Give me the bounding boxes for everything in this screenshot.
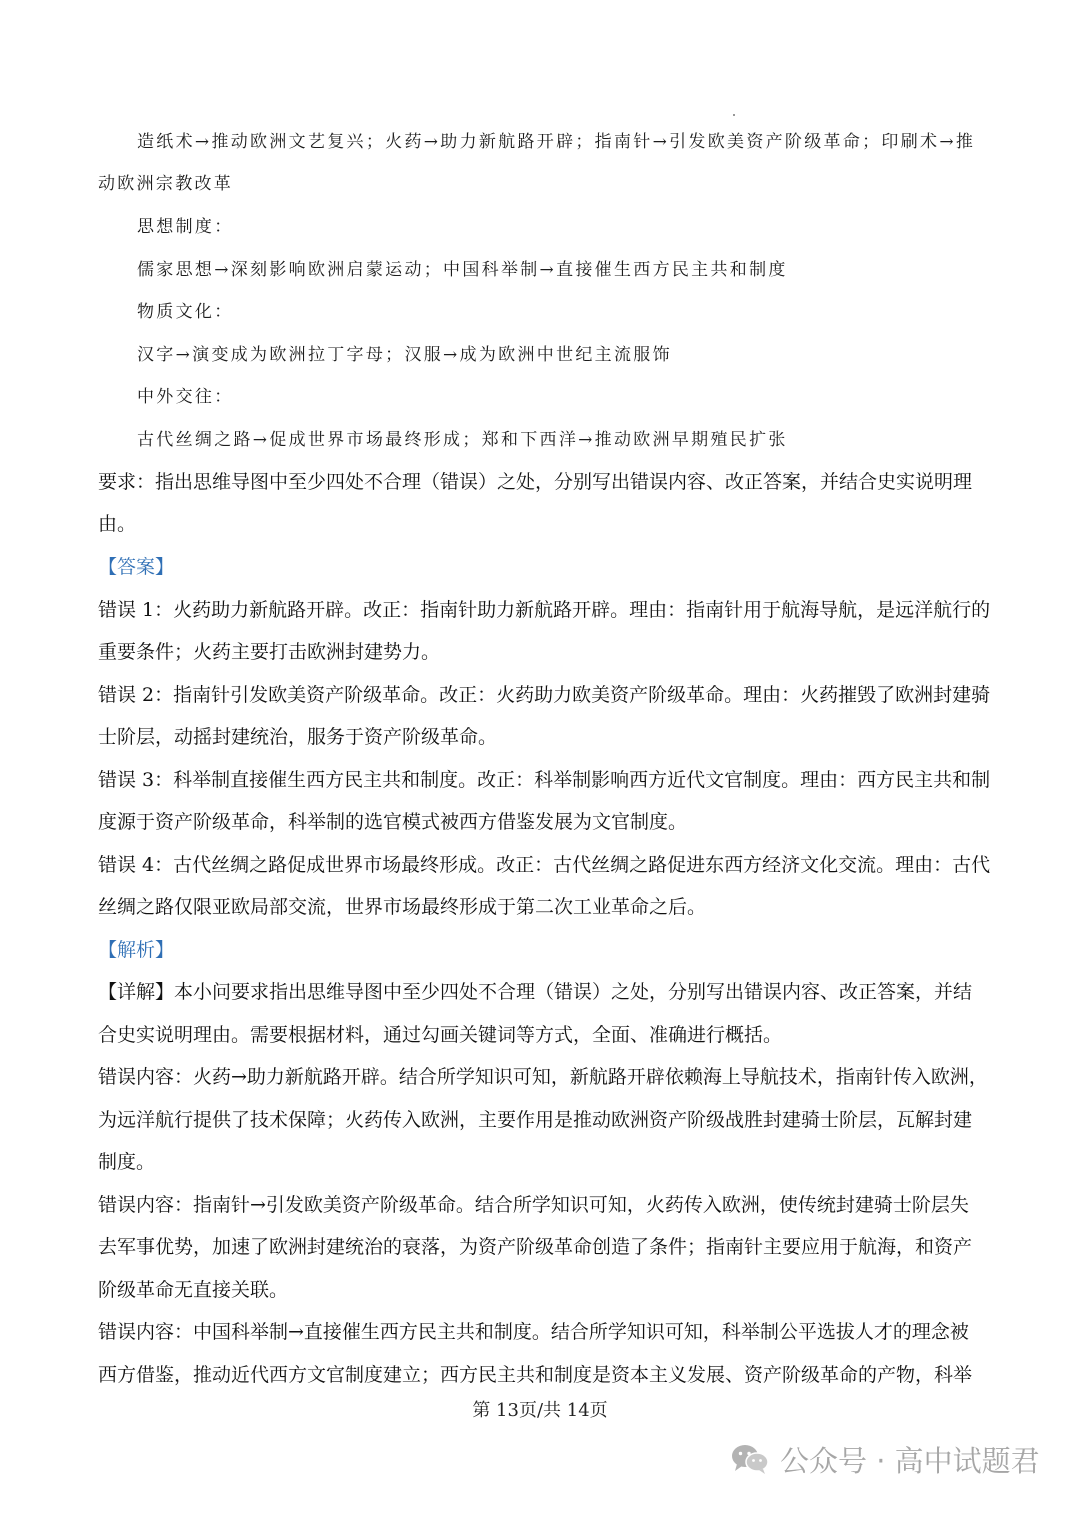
analysis-line: 西方借鉴，推动近代西方文官制度建立；西方民主共和制度是资本主义发展、资产阶级革命的产物，科举 <box>98 1364 973 1386</box>
answer-line: 错误 2：指南针引发欧美资产阶级革命。改正：火药助力欧美资产阶级革命。理由：火药摧毁了欧洲封建骑 <box>98 684 991 706</box>
analysis-line: 合史实说明理由。需要根据材料，通过勾画关键词等方式，全面、准确进行概括。 <box>98 1024 783 1046</box>
watermark-text: 公众号 · 高中试题君 <box>780 1443 1040 1478</box>
analysis-line: 错误内容：指南针→引发欧美资产阶级革命。结合所学知识可知，火药传入欧洲，使传统封建骑士阶层失 <box>98 1194 969 1216</box>
material-heading-exchange: 中外交往： <box>137 387 234 407</box>
answer-line: 错误 3：科举制直接催生西方民主共和制度。改正：科举制影响西方近代文官制度。理由：西方民主共和制 <box>98 769 991 791</box>
analysis-line: 制度。 <box>98 1151 156 1173</box>
requirement-line-2: 由。 <box>98 513 137 535</box>
material-line-1: 造纸术→推动欧洲文艺复兴；火药→助力新航路开辟；指南针→引发欧美资产阶级革命；印刷术→推 <box>137 132 976 152</box>
answer-line: 错误 1：火药助力新航路开辟。改正：指南针助力新航路开辟。理由：指南针用于航海导航，是远洋航行的 <box>98 599 991 621</box>
answer-line: 士阶层，动摇封建统治，服务于资产阶级革命。 <box>98 726 498 748</box>
analysis-line: 错误内容：中国科举制→直接催生西方民主共和制度。结合所学知识可知，科举制公平选拔人才的理念被 <box>98 1321 969 1343</box>
wechat-icon <box>730 1442 770 1476</box>
account-watermark <box>730 1437 1040 1481</box>
material-line-2: 动欧洲宗教改革 <box>98 174 234 194</box>
material-line-4: 汉字→演变成为欧洲拉丁字母；汉服→成为欧洲中世纪主流服饰 <box>137 345 672 365</box>
material-heading-culture: 物质文化： <box>137 302 234 322</box>
analysis-line: 阶级革命无直接关联。 <box>98 1279 289 1301</box>
material-line-5: 古代丝绸之路→促成世界市场最终形成；郑和下西洋→推动欧洲早期殖民扩张 <box>137 430 788 450</box>
answer-line: 丝绸之路仅限亚欧局部交流，世界市场最终形成于第二次工业革命之后。 <box>98 896 707 918</box>
material-heading-thought: 思想制度： <box>137 217 234 237</box>
analysis-tag: 【解析】 <box>98 939 175 961</box>
material-line-3: 儒家思想→深刻影响欧洲启蒙运动；中国科举制→直接催生西方民主共和制度 <box>137 260 788 280</box>
scan-dot <box>733 114 735 116</box>
analysis-line: 为远洋航行提供了技术保障；火药传入欧洲，主要作用是推动欧洲资产阶级战胜封建骑士阶层，瓦解封建 <box>98 1109 973 1131</box>
analysis-line: 错误内容：火药→助力新航路开辟。结合所学知识可知，新航路开辟依赖海上导航技术，指南针传入欧洲， <box>98 1066 988 1088</box>
answer-line: 度源于资产阶级革命，科举制的选官模式被西方借鉴发展为文官制度。 <box>98 811 688 833</box>
answer-line: 错误 4：古代丝绸之路促成世界市场最终形成。改正：古代丝绸之路促进东西方经济文化交流。理由：古代 <box>98 854 991 876</box>
answer-tag: 【答案】 <box>98 556 175 578</box>
analysis-line: 【详解】本小问要求指出思维导图中至少四处不合理（错误）之处，分别写出错误内容、改正答案，并结 <box>98 981 973 1003</box>
requirement-line-1: 要求：指出思维导图中至少四处不合理（错误）之处，分别写出错误内容、改正答案，并结合史实说明理 <box>98 471 973 493</box>
page-number: 第 13页/共 14页 <box>472 1400 608 1421</box>
analysis-line: 去军事优势，加速了欧洲封建统治的衰落，为资产阶级革命创造了条件；指南针主要应用于航海，和资产 <box>98 1236 973 1258</box>
answer-line: 重要条件；火药主要打击欧洲封建势力。 <box>98 641 441 663</box>
